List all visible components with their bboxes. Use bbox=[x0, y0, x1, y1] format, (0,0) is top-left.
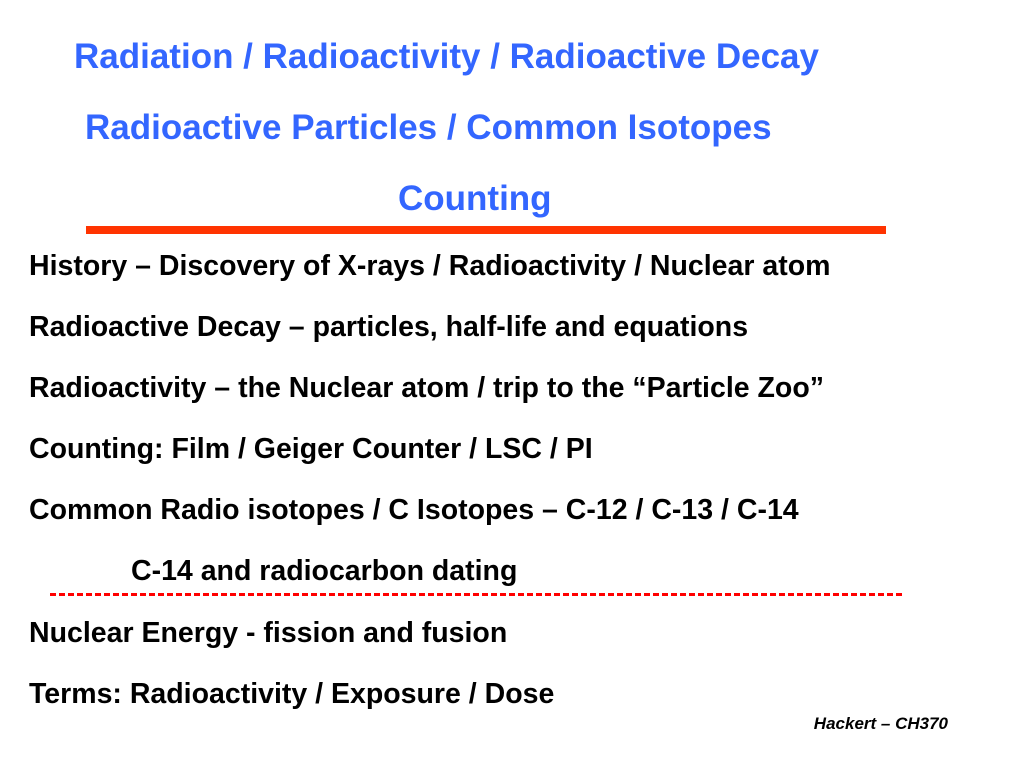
topic-nuclear-atom: Radioactivity – the Nuclear atom / trip to the “Particle Zoo” bbox=[29, 372, 824, 404]
topic-terms: Terms: Radioactivity / Exposure / Dose bbox=[29, 678, 555, 710]
topic-common-isotopes: Common Radio isotopes / C Isotopes – C-12 / C-13 / C-14 bbox=[29, 494, 799, 526]
topic-radioactive-decay: Radioactive Decay – particles, half-life and equations bbox=[29, 311, 749, 343]
topic-nuclear-energy: Nuclear Energy - fission and fusion bbox=[29, 617, 508, 649]
slide-title-line-3: Counting bbox=[398, 179, 552, 218]
author-course-credit: Hackert – CH370 bbox=[813, 714, 948, 733]
topic-counting: Counting: Film / Geiger Counter / LSC / PI bbox=[29, 433, 593, 465]
dashed-section-divider bbox=[50, 593, 902, 596]
topic-history: History – Discovery of X-rays / Radioactivity / Nuclear atom bbox=[29, 250, 831, 282]
title-underline-divider bbox=[86, 226, 886, 234]
slide-title-line-1: Radiation / Radioactivity / Radioactive Decay bbox=[74, 37, 819, 76]
slide-title-line-2: Radioactive Particles / Common Isotopes bbox=[85, 108, 772, 147]
topic-radiocarbon-dating: C-14 and radiocarbon dating bbox=[131, 555, 518, 587]
